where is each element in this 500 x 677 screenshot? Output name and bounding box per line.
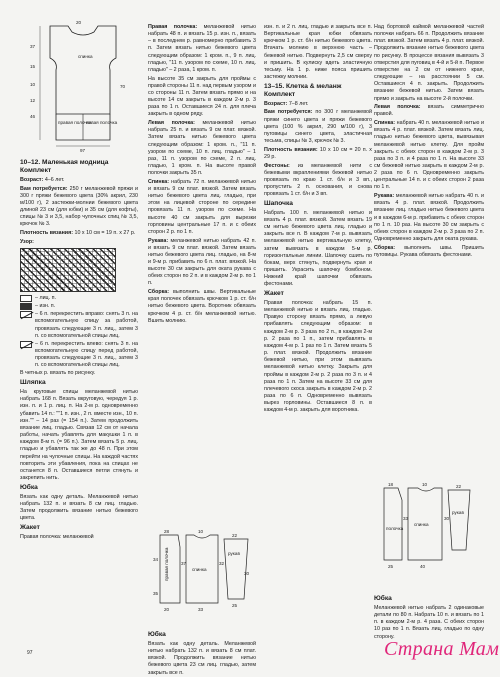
- diagram-dim: 30: [244, 571, 250, 576]
- paragraph-hat: На круговые спицы меланжевой нитью набрать 168 п. Вязать вкруговую, чередуя 1 р. изн. п. и 1 р. лиц. п. На 2-м р. одновременно убавить 14 п.: ""1 п. изн., 2 п. вместе изн., 10 п. изн."" – 14 раз (= 154 п.). Затем продолжить вязание лиц. гладью. Связав 12 см от начала работы, начать убавлять для макушки 1 п. в каждом 8-м п. (= 96 п.). Затем вязать 5 р. лиц. гладью и убавлять так же до 48 п. При этом перейти на чулочные спицы. На каждой частях повторить эти убавления, пока на спицах не останется 8 п. Оставшиеся петли стянуть и закрепить нить.: [20, 389, 138, 481]
- text: 10 х 10 см = 20 п. х 29 р.: [264, 146, 372, 160]
- diagram-dim: 97: [80, 148, 86, 153]
- column-4-bottom: [374, 594, 484, 638]
- text: меланжевой нитью набрать 25 п. и вязать 9 см плат. вязкой. Затем вязать нитью бежевого цвета следующим образом: 1 кром. п., "11 п. узором по схеме, 10 п. лиц. гладью" – 1 раз, 11 п. узором по схеме, 2 п. лиц. гладью, 1 кром. п. На высоте правой полочки закрыть 35 п.: [148, 120, 256, 177]
- paragraph-jacket: Правая полочка: набрать 15 п. меланжевой нитью и вязать лиц. гладью. Правую сторону вязать прямо, а левую прибавлять следующим образом: в каждом 2-м р. 3 раза по 2 п., в каждом 2-м р. 2 раза по 1 п., затем прибавлять в каждом 4-м р. 1 раз по 1 п. Затем вязать 5 р. плат. вязкой. Продолжить вязание бежевой нитью, при этом вывязать меланжевой нитью клетку. Закрыть для проймы в каждом 2-м р. 2 раза по 3 п. и 4 раза по 1 п. Затем на высоте 33 см для плечевого скоса закрыть в каждом 2-м р. 2 раза по 6 п. Одновременно вывязать вырез горловины. Оставшиеся 8 п. в каждом 4-м р. закрыть для воротника.: [264, 300, 372, 414]
- diagram-dim: 34: [153, 557, 159, 562]
- paragraph-density: [20, 230, 138, 237]
- diagram-dim: 30: [444, 516, 450, 521]
- paragraph-block: [148, 179, 256, 236]
- label: Фестоны:: [264, 162, 290, 169]
- diagram-label-sleeve: рукав: [452, 510, 464, 515]
- diagram-label-right-front: правая полочка: [58, 120, 92, 125]
- label: Рукава:: [374, 193, 395, 200]
- diagram-label-left-front: левая полочка: [86, 120, 118, 125]
- paragraph-hat: Набрать 100 п. меланжевой нитью и вязать 4 р. плат. вязкой. Затем вязать 19 см нитью бежевого цвета лиц. гладью и закрыть все п. В каждом 7-м р. вывязать меланжевой нитью вертикальную клетку, затем вывязать в каждом 5-м р. горизонтальные линии. Шапочку сшить по бокам, верх стянуть, подвернуть края и пришить. Украсить шапочку бомбоном. Нижний край шапочки обвязать фестонами.: [264, 209, 372, 288]
- paragraph-density: [264, 147, 372, 161]
- label: Вам потребуется:: [20, 185, 68, 192]
- paragraph-block: [148, 238, 256, 288]
- paragraph-age: [264, 101, 372, 108]
- column-3: [264, 24, 372, 664]
- cable-right-symbol-icon: [20, 311, 32, 318]
- label: Сборка:: [148, 289, 170, 296]
- diagram-dim: 35: [153, 591, 159, 596]
- hat-title: Шапочка: [264, 199, 293, 207]
- text: 4–6 лет.: [44, 177, 65, 183]
- text: 10 х 10 см = 19 п. х 27 р.: [74, 230, 136, 237]
- diagram-label-right-front: правая полочка: [164, 547, 169, 581]
- knit-symbol-icon: [20, 295, 32, 302]
- jacket-title: Жакет: [264, 290, 284, 297]
- paragraph-top: Над бортовой каймой меланжевой частей полочки набрать 66 п. Продолжить вязание плат. вязкой. Затем вязать 4 р. плат. вязкой. Продолжить вязание нитью бежевого цвета по рисунку. В процессе вязания вывязать 3 отверстия для пуговиц в 4-й и 5-й п. Первое отверстие на 2 см от нижнего края, следующие – на расстоянии 5 см. Оставшиеся 4 п. закрыть. Продолжить вязание бежевой нитью. Затем вязать прямо и закрыть на высоте 2-й полочки.: [374, 24, 484, 102]
- paragraph-block: [148, 289, 256, 325]
- text: меланжевой нитью набрать 40 п. и вязать 4 р. плат. вязкой. Продолжить вязание лиц. гладью нитью бежевого цвета и в каждом 6-м р. прибавить с обеих сторон по 1 п. 10 раз. На высоте 30 см закрыть с обеих сторон в каждом 2-м р. 3 раза по 2 п. Одновременно закрыть для оката рукава.: [374, 193, 484, 243]
- paragraph-sleeves: [374, 193, 484, 243]
- paragraph-skirt: Меланжевой нитью набрать 2 одинаковые детали по 80 п. Набрать 10 п. и вязать по 1 п. в каждом 2-м р. 4 раза. С обеих сторон 10 раз по 1 п. Вязать лиц. гладью по одну сторону.: [374, 605, 484, 640]
- section-title: 13–15. Клетка & меланж Комплект: [264, 82, 342, 98]
- diagram-label-sleeve: рукав: [228, 551, 240, 556]
- paragraph-age: [20, 177, 138, 184]
- text: 250 г меланжевой пряжи и 300 г пряжи бежевого цвета (30% акрил, 230 м/100 г), 2 застежки-молнии бежевого цвета длиной 23 см (для юбки) и 35 см (для кофты), спицы № 3 и 3,5, набор чулочных спиц № 3,5, крючок № 3.: [20, 185, 138, 228]
- text: вязать симметрично правой.: [374, 104, 484, 118]
- text: набрать 72 п. меланжевой нитью и вязать 9 см плат. вязкой. Затем вязать нитью бежевого цвета лиц. гладью, при этом на лицевой стороне по середине провязать 11 п. узором по схеме. На высоте 40 см закрыть для вырезки горловины центральные 17 п. и с обеих сторон 2 р. по 1 п.: [148, 178, 256, 235]
- purl-symbol-icon: [20, 303, 32, 310]
- jacket-2-schematic-diagram: [378, 480, 473, 590]
- legend-item: [20, 311, 138, 340]
- paragraph-back: [374, 120, 484, 192]
- watermark-logo: Страна Мам: [384, 638, 500, 660]
- legend-text: – изн. п.: [35, 303, 56, 310]
- label: Левая полочка:: [374, 104, 421, 111]
- text: выполнить швы. Вертикальные края полочек обвязать крючком 1 р. ст. б/н нитью бежевого цвета. Воротник обвязать крючком 4 р. ст. б/н меланжевой нитью. Вшить молнию.: [148, 289, 256, 324]
- text: меланжевой нитью набрать 48 п. и вязать 15 р. изн. п., вязать – в последнем р. равномерно прибавить 3 п. Затем вязать нитью бежевого цвета следующим образом: 1 кром. п., 9 п. лиц. гладью, "11 п. узором по схеме, 10 п. лиц. гладью" – 2 раза, 1 кром. п.: [148, 24, 256, 73]
- diagram-dim: 15: [30, 64, 36, 69]
- diagram-dim: 33: [198, 607, 204, 612]
- label: Сборка:: [374, 244, 396, 251]
- diagram-label-front: полочка: [386, 526, 404, 531]
- paragraph-block: [148, 76, 256, 119]
- diagram-dim: 22: [232, 533, 238, 538]
- legend-text: – лиц. п.: [35, 294, 56, 301]
- label: Возраст:: [20, 177, 44, 183]
- paragraph-jacket: Правая полочка: меланжевой: [20, 533, 94, 540]
- diagram-dim: 33: [403, 516, 409, 521]
- pattern-label: Узор:: [20, 238, 34, 245]
- paragraph-even-rows: В четных р. вязать по рисунку.: [20, 370, 96, 377]
- legend-text: – 6 п. перекрестить вправо: снять 3 п. на вспомогательную спицу за работой, провязать следующие 3 п. лиц., затем 3 п. со вспомогательной спицы лиц.: [35, 311, 138, 339]
- text: меланжевой нитью набрать 42 п. и вязать 9 см плат. вязкой. Затем вязать нитью бежевого цвета лиц. гладью, на 8-м и 9-м р. прибавить по 6 п. плат. вязкой. На высоте 30 см закрыть для оката рукава с обеих сторон по 2 п. и в каждом 2-м р. по 1 п.: [148, 237, 256, 287]
- section-title: 10–12. Маленькая модница Комплект: [20, 159, 109, 174]
- diagram-dim: 37: [181, 561, 187, 566]
- skirt-title: Юбка: [148, 631, 166, 638]
- label: Возраст:: [264, 100, 288, 107]
- paragraph-skirt: Вязать как одну деталь. Меланжевой нитью набрать 132 п. и вязать 8 см плат. вязкой. Продолжить вязание нитью бежевого цвета 23 см лиц. гладью, затем закрыть все п.: [148, 641, 256, 676]
- diagram-dim: 22: [456, 484, 462, 489]
- diagram-dim: 10: [198, 529, 204, 534]
- label: Левая полочка:: [148, 120, 195, 127]
- paragraph-top: изн. п. и 2 п. лиц. гладью и закрыть все п. Вертикальные края юбки обвязать крючком 1 р. ст. б/н нитью бежевого цвета. Втачать молнию в верхнюю часть – бежевой нитью. Подвернуть 2,5 см сверху и пришить. В кулиску вдеть эластичную тесьму. На 1 р. ниже пояса пришить застежку молнии.: [264, 24, 372, 81]
- diagram-label-back: спинка: [414, 522, 429, 527]
- paragraph-block: [148, 120, 256, 177]
- hat-title: Шляпка: [20, 379, 46, 387]
- text: по 300 г меланжевой пряжи синего цвета и пряжи бежевого цвета (100 % акрил, 290 м/100 г), 3 пуговицы синего цвета, эластичная тесьма, спицы № 3, крючок № 3.: [264, 109, 372, 145]
- label: Спинка:: [374, 120, 396, 127]
- legend-text: – 6 п. перекрестить влево: снять 3 п. на вспомогательную спицу перед работой, провязать следующие 3 п. лиц., затем 3 п. со вспомогательной спицы лиц.: [35, 340, 138, 369]
- cardigan-schematic-diagram: [28, 18, 138, 153]
- diagram-dim: 10: [30, 82, 36, 87]
- column-1: [20, 158, 138, 663]
- paragraph-left-front: [374, 104, 484, 118]
- paragraph-block: [148, 24, 256, 74]
- diagram-dim: 20: [76, 20, 82, 25]
- column-4: [374, 24, 484, 442]
- diagram-dim: 32: [219, 561, 225, 566]
- paragraph-assembly: [374, 245, 484, 259]
- skirt-title: Юбка: [374, 595, 392, 602]
- diagram-dim: 10: [422, 482, 428, 487]
- label: Правая полочка:: [148, 24, 198, 30]
- text: На высоте 35 см закрыть для проймы с правой стороны 11 п. над первым узором и со стороны 11 п. Затем вязать прямо и на высоте 14 см закрыть в каждом 2-м р. 3 раза по 1 п. Оставшиеся 24 п. для плеча закрыть в одном ряду.: [148, 75, 256, 118]
- paragraph-festoon: [264, 163, 372, 199]
- label: Рукава:: [148, 237, 169, 244]
- diagram-dim: 37: [30, 44, 36, 49]
- label: Плотность вязания:: [264, 146, 318, 153]
- paragraph-skirt: Вязать как одну деталь. Меланжевой нитью набрать 132 п. и вязать 8 см лиц. гладью. Затем продолжить вязание нитью бежевого цвета.: [20, 493, 138, 522]
- jacket-title: Жакет: [20, 523, 40, 531]
- diagram-dim: 25: [232, 603, 238, 608]
- label: Плотность вязания:: [20, 230, 73, 237]
- paragraph-materials: [264, 109, 372, 145]
- diagram-dim: 18: [388, 482, 394, 487]
- diagram-dim: 20: [164, 607, 170, 612]
- text: выполнить швы. Пришить пуговицы. Рукава обвязать фестонами.: [374, 244, 484, 258]
- text: набрать 40 п. меланжевой нитью и вязать 4 р. плат. вязкой. Затем вязать лиц. гладью нитью бежевого цвета, вывязывая меланжевой нитью клетку. Для пройм закрыть с обеих сторон в каждом 2-м р. 3 раза по 3 п. и 4 раза по 1 п. На высоте 33 см бежевой нитью закрыть в каждом 2-м р. 2 раза по 6 п. Одновременно закрыть центральные 14 п. и с обеих сторон 2 раза по 1 п.: [374, 120, 484, 191]
- page-number: 97: [27, 650, 33, 656]
- legend-item: [20, 303, 138, 310]
- skirt-title: Юбка: [20, 483, 38, 491]
- diagram-label-back: спинка: [78, 54, 93, 59]
- diagram-label-back: спинка: [192, 567, 207, 572]
- label: Спинка:: [148, 178, 170, 185]
- jacket-schematic-diagram: [152, 525, 252, 625]
- diagram-dim: 70: [120, 84, 126, 89]
- cable-left-symbol-icon: [20, 341, 32, 348]
- legend-item: [20, 341, 138, 370]
- diagram-dim: 25: [388, 564, 394, 569]
- label: Вам потребуется:: [264, 109, 313, 116]
- diagram-dim: 40: [420, 564, 426, 569]
- column-2-bottom: [148, 630, 256, 676]
- diagram-dim: 12: [30, 98, 36, 103]
- text: из меланжевой нити с бежевыми вкраплениями бежевой нитью провязать по краю 1 ст. б/н и 3 вп., пропустить 2 п. основания, и снова провязать 1 ст. б/н и 3 вп.: [264, 162, 372, 198]
- text: 7–8 лет.: [288, 100, 309, 107]
- cable-pattern-chart: [20, 248, 116, 292]
- diagram-dim: 46: [30, 114, 36, 119]
- diagram-dim: 28: [164, 529, 170, 534]
- legend-item: [20, 295, 138, 302]
- paragraph-materials: [20, 186, 138, 229]
